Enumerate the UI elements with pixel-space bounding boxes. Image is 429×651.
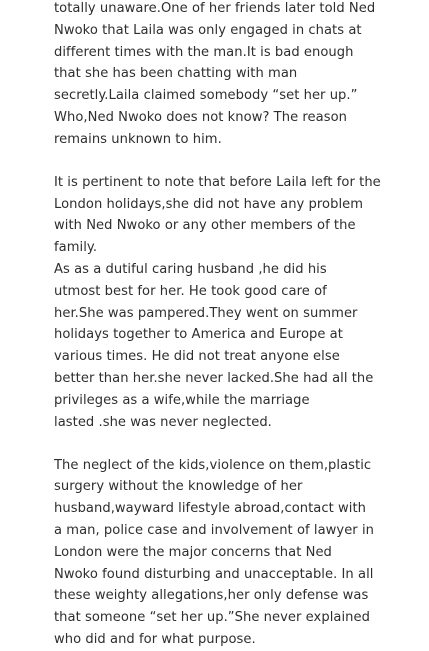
paragraph-spacer	[54, 151, 424, 172]
text-line: that she has been chatting with man	[54, 66, 298, 82]
text-line: different times with the man.It is bad enough	[54, 44, 354, 60]
text-line: various times. He did not treat anyone else	[54, 349, 340, 365]
text-line: who did and for what purpose.	[54, 631, 256, 647]
paragraph-3	[54, 455, 424, 651]
paragraph-2	[54, 172, 424, 434]
paragraph-1	[54, 0, 424, 151]
text-line: Who,Ned Nwoko does not know? The reason	[54, 109, 347, 125]
text-line: London were the major concerns that Ned	[54, 544, 332, 560]
text-line: holidays together to America and Europe at	[54, 327, 343, 343]
text-line: these weighty allegations,her only defense was	[54, 588, 369, 604]
paragraph-spacer	[54, 433, 424, 454]
text-line: lasted .she was never neglected.	[54, 414, 272, 430]
text-line: that someone “set her up.”She never explained	[54, 610, 370, 626]
text-line: better than her.she never lacked.She had all the	[54, 370, 374, 386]
text-line: It is pertinent to note that before Laila left for the	[54, 174, 381, 190]
text-line: remains unknown to him.	[54, 131, 222, 147]
text-line: As as a dutiful caring husband ,he did his	[54, 261, 327, 277]
text-line: The neglect of the kids,violence on them,plastic	[54, 457, 372, 473]
text-line: secretly.Laila claimed somebody “set her up.”	[54, 88, 358, 104]
text-line: surgery without the knowledge of her	[54, 479, 303, 495]
text-line: husband,wayward lifestyle abroad,contact with	[54, 501, 366, 517]
text-line: totally unaware.One of her friends later told Ned	[54, 1, 376, 16]
text-line: Nwoko found disturbing and unacceptable. In all	[54, 566, 374, 582]
text-line: utmost best for her. He took good care of	[54, 283, 327, 299]
document-body	[54, 0, 424, 651]
text-line: London holidays,she did not have any problem	[54, 196, 364, 212]
text-line: her.She was pampered.They went on summer	[54, 305, 358, 321]
text-line: privileges as a wife,while the marriage	[54, 392, 310, 408]
text-line: family.	[54, 240, 98, 256]
text-line: with Ned Nwoko or any other members of the	[54, 218, 356, 234]
text-line: Nwoko that Laila was only engaged in chats at	[54, 22, 362, 38]
text-line: a man, police case and involvement of lawyer in	[54, 522, 374, 538]
